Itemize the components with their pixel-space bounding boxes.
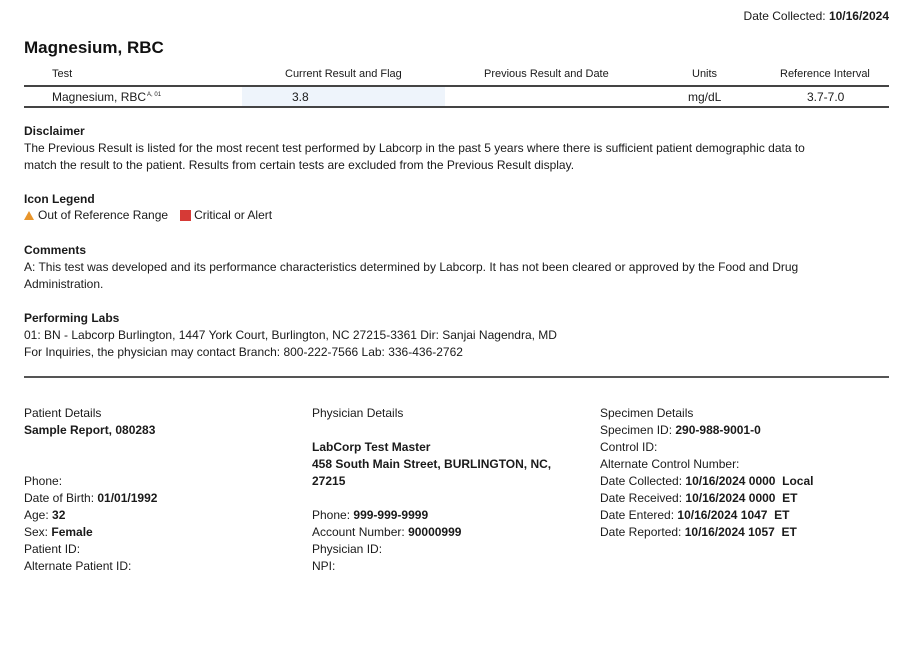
- patient-age: Age: 32: [24, 508, 66, 522]
- section-divider: [24, 376, 889, 378]
- physician-name: LabCorp Test Master: [312, 440, 431, 454]
- result-reference-interval: 3.7-7.0: [807, 90, 845, 104]
- physician-details-heading: Physician Details: [312, 406, 404, 420]
- result-current-value: 3.8: [292, 90, 309, 104]
- result-test-name: Magnesium, $RBC^{A, 01}$: [52, 90, 162, 104]
- date-collected-header: [744, 9, 889, 23]
- alternate-control-number: Alternate Control Number:: [600, 457, 740, 471]
- comments-line-2: Administration.: [24, 277, 104, 291]
- disclaimer-line-1: The Previous Result is listed for the most recent test performed by Labcorp in the past 5 years where there is sufficient patient demographic data to: [24, 141, 805, 155]
- physician-id: Physician ID:: [312, 542, 383, 556]
- legend-critical: Critical or Alert: [194, 208, 273, 222]
- critical-square-icon: [180, 210, 191, 221]
- column-header-test: Test: [52, 68, 73, 80]
- performing-labs-line-1: 01: BN - Labcorp Burlington, 1447 York Court, Burlington, NC 27215-3361 Dir: Sanjai Nagendra, MD: [24, 328, 557, 342]
- results-table: [24, 66, 889, 108]
- performing-labs-line-2: For Inquiries, the physician may contact Branch: 800-222-7566 Lab: 336-436-2762: [24, 345, 463, 359]
- specimen-date-received: Date Received: 10/16/2024 0000 ET: [600, 491, 798, 505]
- patient-dob: Date of Birth: 01/01/1992: [24, 491, 158, 505]
- specimen-details-heading: Specimen Details: [600, 406, 694, 420]
- physician-phone: Phone: 999-999-9999: [312, 508, 429, 522]
- disclaimer-line-2: match the result to the patient. Results from certain tests are excluded from the Previous Result display.: [24, 158, 575, 172]
- warning-triangle-icon: [24, 211, 34, 220]
- physician-details: [312, 405, 551, 575]
- column-header-previous-result: Previous Result and Date: [484, 68, 609, 80]
- physician-account-number: Account Number: 90000999: [312, 525, 462, 539]
- patient-details-heading: Patient Details: [24, 406, 102, 420]
- column-header-current-result: Current Result and Flag: [285, 68, 402, 80]
- patient-id: Patient ID:: [24, 542, 81, 556]
- specimen-details: [600, 405, 814, 541]
- specimen-date-collected: Date Collected: 10/16/2024 0000 Local: [600, 474, 814, 488]
- comments-line-1: A: This test was developed and its performance characteristics determined by Labcorp. It has not been cleared or approved by the Food and Drug: [24, 260, 799, 274]
- patient-details: [24, 405, 157, 575]
- table-row: [24, 87, 889, 108]
- legend-out-of-range: Out of Reference Range: [38, 208, 169, 222]
- physician-npi: NPI:: [312, 559, 336, 573]
- performing-labs-heading: Performing Labs: [24, 311, 120, 325]
- icon-legend-heading: Icon Legend: [24, 192, 95, 206]
- date-collected-label: Date Collected:: [743, 9, 826, 23]
- alternate-patient-id: Alternate Patient ID:: [24, 559, 132, 573]
- patient-sex: Sex: Female: [24, 525, 93, 539]
- date-collected-value: 10/16/2024: [828, 9, 889, 23]
- physician-address-line-1: 458 South Main Street, BURLINGTON, NC,: [312, 457, 552, 471]
- patient-phone: Phone:: [24, 474, 63, 488]
- performing-labs-text: [24, 327, 884, 361]
- result-test-footnote: A, 01: [147, 92, 162, 98]
- control-id: Control ID:: [600, 440, 658, 454]
- disclaimer-text: [24, 140, 884, 174]
- specimen-date-reported: Date Reported: 10/16/2024 1057 ET: [600, 525, 797, 539]
- results-table-header: [24, 66, 889, 87]
- icon-legend: [24, 208, 272, 222]
- page-title: Magnesium, RBC: [24, 38, 164, 57]
- specimen-date-entered: Date Entered: 10/16/2024 1047 ET: [600, 508, 790, 522]
- column-header-reference-interval: Reference Interval: [780, 68, 870, 80]
- disclaimer-heading: Disclaimer: [24, 124, 85, 138]
- comments-heading: Comments: [24, 243, 87, 257]
- physician-address-line-2: 27215: [312, 474, 346, 488]
- result-units: mg/dL: [688, 90, 722, 104]
- comments-text: [24, 259, 884, 293]
- patient-name: Sample Report, 080283: [24, 423, 156, 437]
- current-result-highlight: [242, 87, 445, 106]
- specimen-id: Specimen ID: 290-988-9001-0: [600, 423, 761, 437]
- column-header-units: Units: [692, 68, 718, 80]
